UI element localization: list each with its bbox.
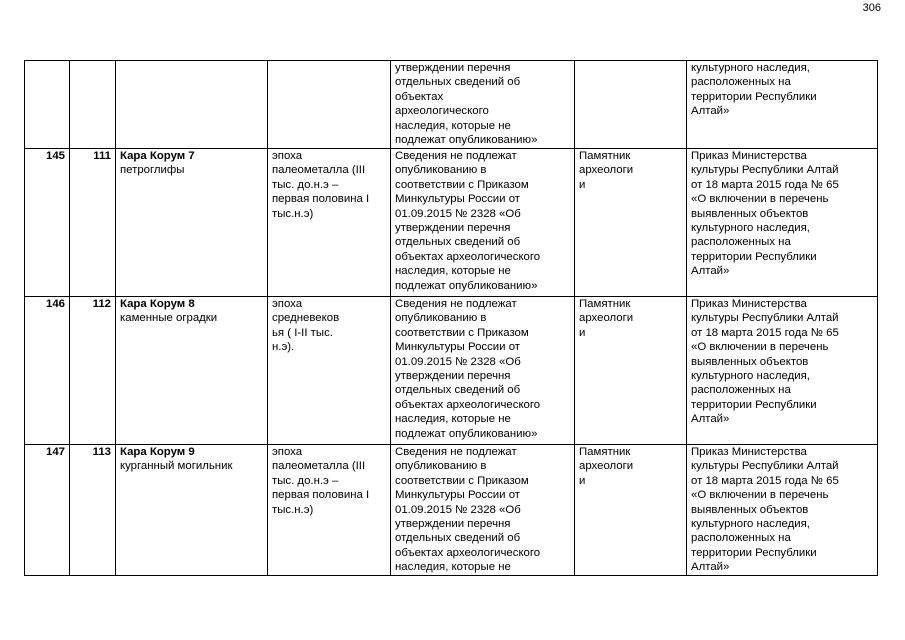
cell-info: Сведения не подлежат опубликованию в соответствии с Приказом Минкультуры России от 01.09.2015 № 2328 «Об утверждении перечня отдельных сведений об объектах археологического наследия, которые не подлежат опубликованию»	[391, 149, 575, 297]
cell-num	[25, 61, 70, 149]
cell-type: Памятник археологи и	[575, 445, 687, 576]
cell-reg-num: 113	[70, 445, 116, 576]
cell-dating: эпоха палеометалла (III тыс. до.н.э – первая половина I тыс.н.э)	[268, 149, 391, 297]
table-row	[25, 297, 878, 445]
cell-document: культурного наследия, расположенных на территории Республики Алтай»	[687, 61, 878, 149]
cell-document: Приказ Министерства культуры Республики Алтай от 18 марта 2015 года № 65 «О включении в перечень выявленных объектов культурного наследия, расположенных на территории Республики Алтай»	[687, 445, 878, 576]
cell-num: 147	[25, 445, 70, 576]
cell-name	[116, 297, 268, 445]
object-name: Кара Корум 7	[120, 150, 195, 162]
cell-name	[116, 445, 268, 576]
cell-reg-num: 112	[70, 297, 116, 445]
page-number: 306	[862, 2, 881, 14]
cell-num: 146	[25, 297, 70, 445]
object-name: Кара Корум 9	[120, 446, 195, 458]
cell-reg-num: 111	[70, 149, 116, 297]
object-kind: петроглифы	[120, 164, 185, 177]
cell-dating	[268, 61, 391, 149]
cell-document: Приказ Министерства культуры Республики Алтай от 18 марта 2015 года № 65 «О включении в перечень выявленных объектов культурного наследия, расположенных на территории Республики Алтай»	[687, 149, 878, 297]
cell-type: Памятник археологи и	[575, 149, 687, 297]
table-row	[25, 445, 878, 576]
cell-info: утверждении перечня отдельных сведений об объектах археологического наследия, которые не подлежат опубликованию»	[391, 61, 575, 149]
table-row	[25, 149, 878, 297]
cell-reg-num	[70, 61, 116, 149]
heritage-registry-table	[24, 60, 878, 576]
object-kind: каменные оградки	[120, 312, 218, 325]
cell-info: Сведения не подлежат опубликованию в соответствии с Приказом Минкультуры России от 01.09.2015 № 2328 «Об утверждении перечня отдельных сведений об объектах археологического наследия, которые не подлежат опубликованию»	[391, 297, 575, 445]
object-kind: курганный могильник	[120, 460, 233, 473]
table-row-continuation	[25, 61, 878, 149]
cell-num: 145	[25, 149, 70, 297]
cell-name	[116, 149, 268, 297]
cell-document: Приказ Министерства культуры Республики Алтай от 18 марта 2015 года № 65 «О включении в перечень выявленных объектов культурного наследия, расположенных на территории Республики Алтай»	[687, 297, 878, 445]
cell-name	[116, 61, 268, 149]
cell-type	[575, 61, 687, 149]
cell-type: Памятник археологи и	[575, 297, 687, 445]
cell-dating: эпоха средневеков ья ( I-II тыс. н.э).	[268, 297, 391, 445]
cell-dating: эпоха палеометалла (III тыс. до.н.э – первая половина I тыс.н.э)	[268, 445, 391, 576]
cell-info: Сведения не подлежат опубликованию в соответствии с Приказом Минкультуры России от 01.09.2015 № 2328 «Об утверждении перечня отдельных сведений об объектах археологического наследия, которые не	[391, 445, 575, 576]
object-name: Кара Корум 8	[120, 298, 195, 310]
